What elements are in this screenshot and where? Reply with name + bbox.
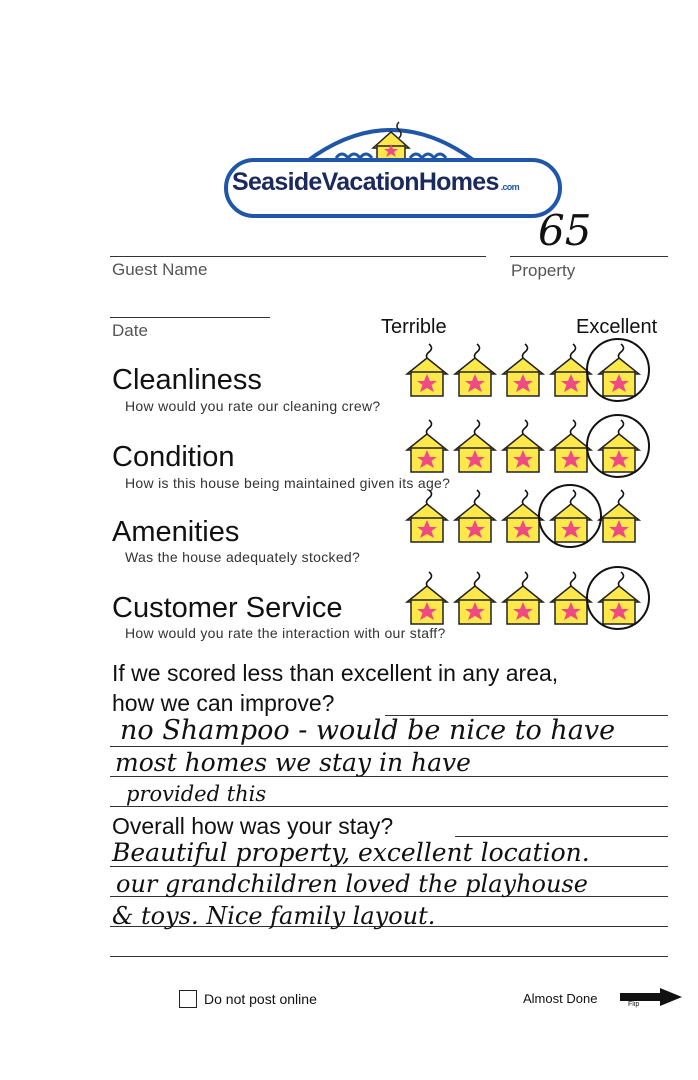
selected-rating-circle: [586, 338, 650, 402]
category-question: How would you rate our cleaning crew?: [125, 398, 381, 414]
improve-answer-line: no Shampoo - would be nice to have: [120, 715, 616, 746]
rating-houses: [404, 488, 644, 544]
improve-answer-line: provided this: [126, 782, 267, 806]
house-rating-icon[interactable]: [500, 418, 546, 474]
do-not-post-checkbox[interactable]: [179, 990, 197, 1008]
category-label: Customer Service: [112, 592, 343, 624]
flip-label: Flip: [628, 1001, 640, 1008]
house-rating-icon[interactable]: [452, 342, 498, 398]
selected-rating-circle: [586, 414, 650, 478]
overall-answer-line: Beautiful property, excellent location.: [112, 838, 590, 867]
category-label: Cleanliness: [112, 364, 262, 396]
logo-name: SeasideVacationHomes: [232, 168, 499, 196]
category-label: Amenities: [112, 516, 240, 548]
logo-wordmark: [232, 168, 552, 197]
almost-done-label: Almost Done: [523, 991, 598, 1006]
category-question: How would you rate the interaction with our staff?: [125, 625, 446, 641]
property-value: 65: [538, 206, 592, 255]
house-rating-icon[interactable]: [500, 570, 546, 626]
selected-rating-circle: [538, 484, 602, 548]
selected-rating-circle: [586, 566, 650, 630]
scale-high-label: Excellent: [576, 316, 658, 338]
rating-houses: [404, 570, 644, 626]
overall-answer-line: our grandchildren loved the playhouse: [116, 870, 588, 898]
house-rating-icon[interactable]: [452, 418, 498, 474]
house-rating-icon[interactable]: [404, 488, 450, 544]
property-line: [510, 256, 668, 257]
house-rating-icon[interactable]: [452, 570, 498, 626]
house-rating-icon[interactable]: [500, 342, 546, 398]
rating-houses: [404, 418, 644, 474]
improve-answer-line: most homes we stay in have: [115, 748, 471, 777]
scale-low-label: Terrible: [381, 316, 447, 338]
house-rating-icon[interactable]: [596, 488, 642, 544]
date-label: Date: [112, 321, 148, 340]
date-line: [110, 317, 270, 318]
guest-name-label: Guest Name: [112, 260, 208, 279]
improve-question-line1: If we scored less than excellent in any area,: [112, 660, 559, 686]
property-label: Property: [511, 261, 576, 280]
house-rating-icon[interactable]: [452, 488, 498, 544]
category-question: Was the house adequately stocked?: [125, 549, 361, 565]
overall-line-4: [110, 956, 668, 957]
house-rating-icon[interactable]: [404, 342, 450, 398]
guest-name-line: [110, 256, 486, 257]
overall-line-0: [455, 836, 668, 837]
house-rating-icon[interactable]: [404, 570, 450, 626]
improve-question-line2: how we can improve?: [112, 690, 335, 716]
improve-line-1: [110, 746, 668, 747]
improve-line-3: [110, 806, 668, 807]
category-question: How is this house being maintained given its age?: [125, 475, 451, 491]
overall-answer-line: & toys. Nice family layout.: [112, 902, 436, 930]
house-rating-icon[interactable]: [404, 418, 450, 474]
category-label: Condition: [112, 441, 235, 473]
rating-houses: [404, 342, 644, 398]
logo-suffix: .com: [500, 182, 519, 192]
do-not-post-label: Do not post online: [204, 991, 317, 1007]
overall-question: Overall how was your stay?: [112, 813, 394, 839]
